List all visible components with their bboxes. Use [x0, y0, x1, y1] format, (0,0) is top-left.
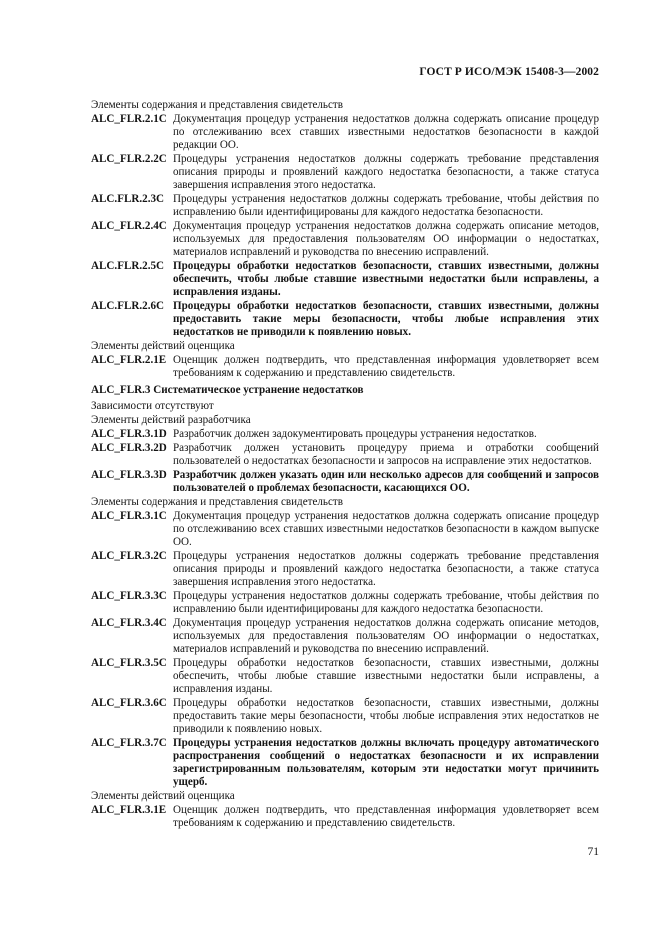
requirement-text: Оценщик должен подтвердить, что представленная информация удовлетворяет всем требованиям к содержанию и представлению свидетельств.: [173, 804, 599, 829]
requirement-text: Процедуры обработки недостатков безопасности, ставших известными, должны предоставить такие меры безопасности, чтобы любые исправления этих недостатков не приводили к появлению новых.: [173, 300, 599, 338]
requirement-code: ALC_FLR.3.2D: [91, 442, 167, 454]
requirement-item: [91, 153, 599, 192]
requirement-item-new: [91, 300, 599, 339]
requirement-text: Процедуры обработки недостатков безопасности, ставших известными, должны обеспечить, чтобы любые ставшие известными недостатки были исправлены, а исправления изданы.: [173, 260, 599, 298]
requirement-item: [91, 428, 599, 441]
requirement-code: ALC_FLR.2.2C: [91, 153, 167, 165]
section-title: Элементы действий оценщика: [91, 340, 235, 352]
requirement-text: Процедуры устранения недостатков должны содержать требование, чтобы действия по исправлению были идентифицированы для каждого недостатка безопасности.: [173, 193, 599, 218]
requirement-item: [91, 193, 599, 219]
requirement-item: [91, 657, 599, 696]
requirement-text: Документация процедур устранения недостатков должна содержать описание процедур по отслеживанию всех ставших известными недостатков безопасности в каждом выпуске ОО.: [173, 510, 599, 548]
requirement-code: ALC_FLR.3.7C: [91, 737, 167, 749]
requirement-text: Документация процедур устранения недостатков должна содержать описание методов, используемых для предоставления пользователям ОО информации о недостатках, материалов исправлений и руководства по внесению исправлений.: [173, 220, 599, 258]
requirement-item: [91, 804, 599, 830]
requirement-code: ALC_FLR.3.1D: [91, 428, 167, 440]
dependencies-line: Зависимости отсутствуют: [91, 400, 214, 412]
requirement-code: ALC.FLR.2.5C: [91, 260, 165, 272]
requirement-code: ALC.FLR.2.3C: [91, 193, 165, 205]
requirement-code: ALC_FLR.3.3C: [91, 590, 167, 602]
section-title: Элементы действий разработчика: [91, 414, 251, 426]
requirement-item: [91, 442, 599, 468]
section-title: Элементы действий оценщика: [91, 790, 235, 802]
requirement-text: Разработчик должен указать один или несколько адресов для сообщений и запросов пользователей о проблемах безопасности, касающихся ОО.: [173, 469, 599, 494]
requirement-code: ALC_FLR.3.1C: [91, 510, 167, 522]
requirement-item-new: [91, 469, 599, 495]
requirement-item: [91, 590, 599, 616]
section-title: Элементы содержания и представления свидетельств: [91, 99, 343, 111]
requirement-text: Процедуры устранения недостатков должны содержать требование представления описания природы и проявлений каждого недостатка безопасности, а также статуса завершения исправления этого недостатка.: [173, 550, 599, 588]
requirement-text: Процедуры устранения недостатков должны включать процедуру автоматического распространения сообщений о недостатках безопасности и их исправлении зарегистрированным пользователям, которым эти недостатки могут причинить ущерб.: [173, 737, 599, 788]
requirement-code: ALC_FLR.3.6C: [91, 697, 167, 709]
requirement-text: Разработчик должен задокументировать процедуры устранения недостатков.: [173, 428, 537, 440]
requirement-code: ALC_FLR.2.1C: [91, 113, 167, 125]
requirement-text: Процедуры устранения недостатков должны содержать требование, чтобы действия по исправлению были идентифицированы для каждого недостатка безопасности.: [173, 590, 599, 615]
requirement-item: [91, 510, 599, 549]
requirement-item: [91, 113, 599, 152]
requirement-text: Разработчик должен установить процедуру приема и отработки сообщений пользователей о недостатках безопасности и запросов на исправление этих недостатков.: [173, 442, 599, 467]
requirement-text: Процедуры устранения недостатков должны содержать требование представления описания природы и проявлений каждого недостатка безопасности, а также статуса завершения исправления этого недостатка.: [173, 153, 599, 191]
requirement-code: ALC_FLR.3.3D: [91, 469, 167, 481]
requirement-item-new: [91, 260, 599, 299]
requirement-item: [91, 354, 599, 380]
requirement-item: [91, 550, 599, 589]
document-content: [91, 99, 599, 831]
requirement-code: ALC_FLR.3.1E: [91, 804, 167, 816]
requirement-code: ALC_FLR.3.2C: [91, 550, 167, 562]
requirement-item: [91, 617, 599, 656]
document-header: ГОСТ Р ИСО/МЭК 15408-3—2002: [419, 66, 599, 78]
requirement-code: ALC_FLR.3.4C: [91, 617, 167, 629]
requirement-code: ALC_FLR.2.4C: [91, 220, 167, 232]
requirement-text: Оценщик должен подтвердить, что представленная информация удовлетворяет всем требованиям к содержанию и представлению свидетельств.: [173, 354, 599, 379]
component-heading: ALC_FLR.3 Систематическое устранение недостатков: [91, 384, 364, 396]
requirement-code: ALC_FLR.3.5C: [91, 657, 167, 669]
requirement-code: ALC_FLR.2.1E: [91, 354, 167, 366]
page-number: 71: [587, 846, 599, 858]
requirement-text: Документация процедур устранения недостатков должна содержать описание методов, используемых для предоставления пользователям ОО информации о недостатках, материалов исправлений и руководства по внесению исправлений.: [173, 617, 599, 655]
requirement-code: ALC.FLR.2.6C: [91, 300, 165, 312]
section-title: Элементы содержания и представления свидетельств: [91, 496, 343, 508]
requirement-text: Документация процедур устранения недостатков должна содержать описание процедур по отслеживанию всех ставших известными недостатков безопасности в каждой редакции ОО.: [173, 113, 599, 151]
requirement-item: [91, 220, 599, 259]
requirement-text: Процедуры обработки недостатков безопасности, ставших известными, должны обеспечить, чтобы любые ставшие известными недостатки были исправлены, а исправления изданы.: [173, 657, 599, 695]
requirement-text: Процедуры обработки недостатков безопасности, ставших известными, должны предоставить такие меры безопасности, чтобы любые исправления этих недостатков не приводили к появлению новых.: [173, 697, 599, 735]
requirement-item: [91, 697, 599, 736]
requirement-item-new: [91, 737, 599, 789]
